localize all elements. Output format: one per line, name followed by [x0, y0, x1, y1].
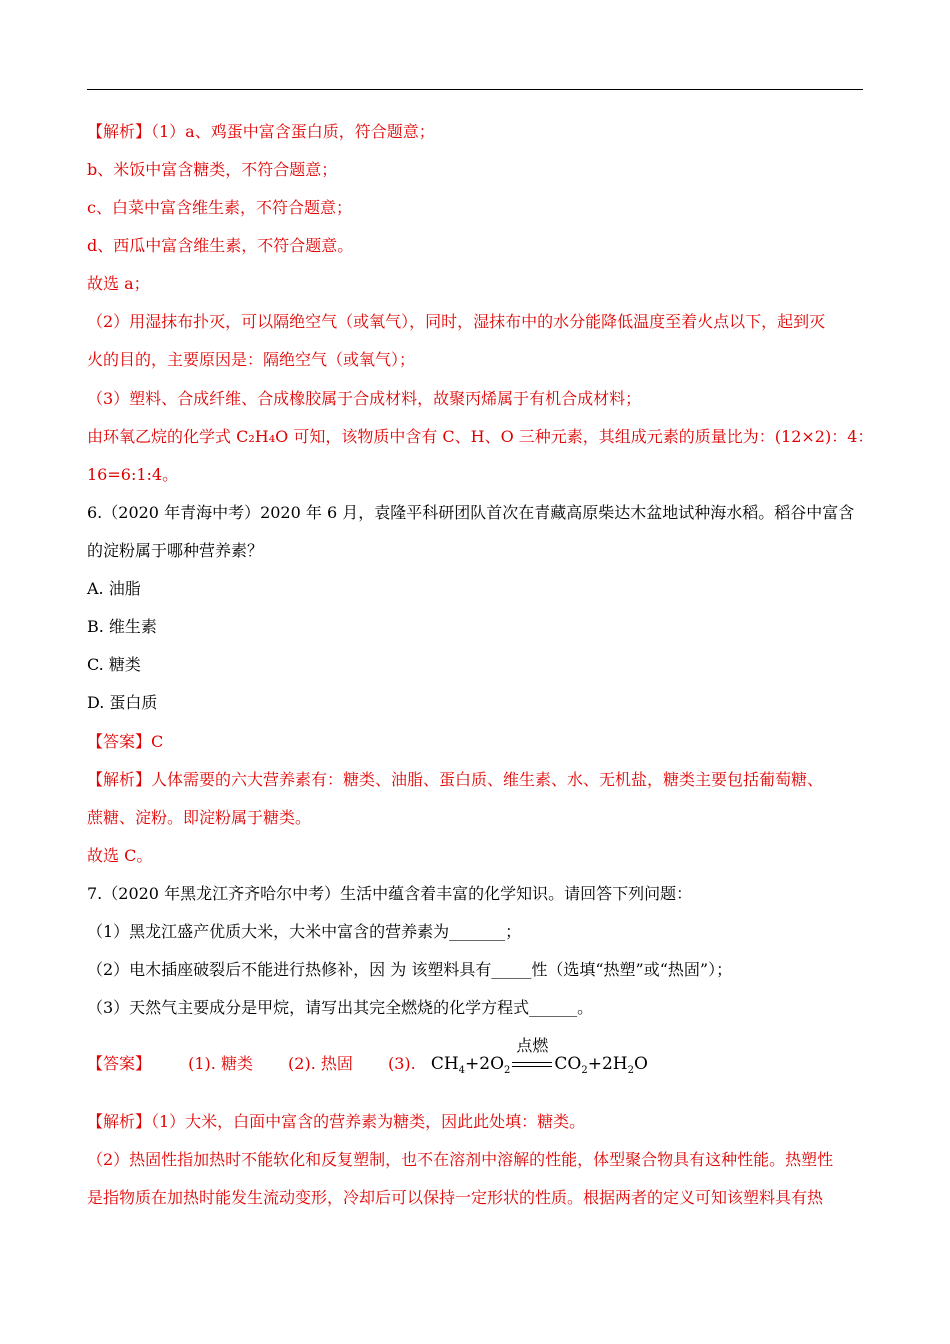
answer-line	[87, 1035, 648, 1081]
question-stem: 的淀粉属于哪种营养素？	[87, 541, 264, 560]
reaction-arrow	[512, 1035, 552, 1072]
answer-label: 【答案】	[87, 1054, 152, 1073]
answer-part-1: (1). 糖类	[188, 1054, 253, 1073]
analysis-line: （2）用湿抹布扑灭，可以隔绝空气（或氧气），同时，湿抹布中的水分能降低温度至着火点以下，起到灭	[87, 312, 826, 331]
analysis-line: 【解析】（1）a、鸡蛋中富含蛋白质，符合题意；	[87, 122, 435, 141]
analysis-line: 蔗糖、淀粉。即淀粉属于糖类。	[87, 808, 312, 827]
analysis-line: 是指物质在加热时能发生流动变形，冷却后可以保持一定形状的性质。根据两者的定义可知该塑料具有热	[87, 1188, 824, 1207]
option-b: B. 维生素	[87, 617, 157, 636]
header-rule	[87, 89, 863, 90]
analysis-line: （2）热固性指加热时不能软化和反复塑制，也不在溶剂中溶解的性能，体型聚合物具有这种性能。热塑性	[87, 1150, 834, 1169]
question-stem: 6.（2020 年青海中考）2020 年 6 月，袁隆平科研团队首次在青藏高原柴达木盆地试种海水稻。稻谷中富含	[87, 503, 855, 522]
analysis-line: b、米饭中富含糖类，不符合题意；	[87, 160, 338, 179]
analysis-line: 故选 C。	[87, 846, 153, 865]
analysis-line: 【解析】人体需要的六大营养素有：糖类、油脂、蛋白质、维生素、水、无机盐，糖类主要包括葡萄糖、	[87, 770, 824, 789]
answer-part-3: (3).	[387, 1054, 416, 1073]
analysis-line: d、西瓜中富含维生素，不符合题意。	[87, 236, 354, 255]
analysis-line: 由环氧乙烷的化学式 C₂H₄O 可知，该物质中含有 C、H、O 三种元素，其组成元素的质量比为：(12×2)：4：	[87, 427, 874, 446]
analysis-line: 16=6:1:4。	[87, 465, 179, 484]
option-c: C. 糖类	[87, 655, 141, 674]
analysis-line: 火的目的，主要原因是：隔绝空气（或氧气）；	[87, 350, 416, 369]
sub-question: （2）电木插座破裂后不能进行热修补，因 为 该塑料具有_____性（选填“热塑”或“热固”）；	[87, 960, 733, 979]
sub-question: （3）天然气主要成分是甲烷，请写出其完全燃烧的化学方程式______。	[87, 998, 594, 1017]
analysis-line: 故选 a；	[87, 274, 150, 293]
option-d: D. 蛋白质	[87, 693, 158, 712]
reaction-condition: 点燃	[516, 1035, 549, 1055]
analysis-line: c、白菜中富含维生素，不符合题意；	[87, 198, 352, 217]
question-stem: 7.（2020 年黑龙江齐齐哈尔中考）生活中蕴含着丰富的化学知识。请回答下列问题：	[87, 884, 693, 903]
answer-part-2: (2). 热固	[288, 1054, 353, 1073]
answer-line: 【答案】C	[87, 732, 164, 751]
analysis-line: （3）塑料、合成纤维、合成橡胶属于合成材料，故聚丙烯属于有机合成材料；	[87, 389, 642, 408]
chemical-equation: $CH_4+2O_2$ 点燃 $CO_2+2H_2O$	[430, 1035, 648, 1076]
sub-question: （1）黑龙江盛产优质大米，大米中富含的营养素为_______；	[87, 922, 522, 941]
analysis-line: 【解析】（1）大米，白面中富含的营养素为糖类，因此此处填：糖类。	[87, 1112, 586, 1131]
option-a: A. 油脂	[87, 579, 141, 598]
